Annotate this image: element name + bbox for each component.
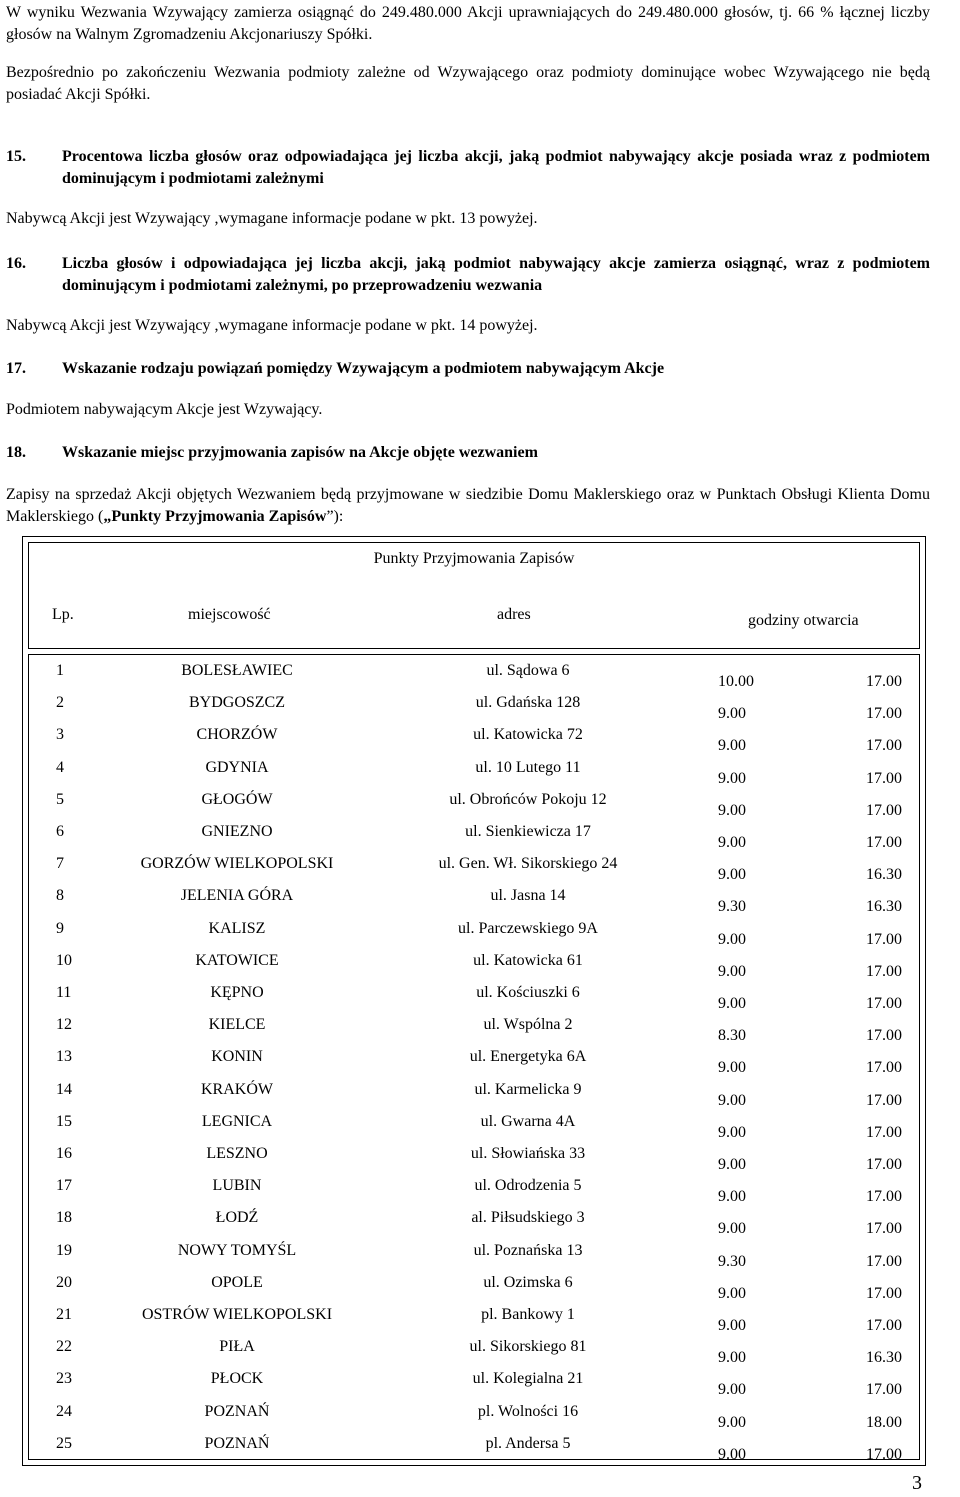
cell-city: JELENIA GÓRA [180,887,294,905]
cell-close-time: 17.00 [866,705,902,723]
cell-close-time: 17.00 [866,930,902,948]
cell-city: PŁOCK [210,1370,264,1388]
cell-lp: 12 [56,1016,72,1034]
cell-open-time: 9.00 [718,930,746,948]
section-16-title: Liczba głosów i odpowiadająca jej liczba akcji, jaką podmiot nabywający akcje zamierza osiągnąć, wraz z podmiotem dominującym i podmiotami zależnymi, po przeprowadzeniu wezwania [62,255,930,294]
section-15-title: Procentowa liczba głosów oraz odpowiadająca jej liczba akcji, jaką podmiot nabywający akcje posiada wraz z podmiotem dominującym i podmiotami zależnymi [62,148,930,187]
section-18-number: 18. [6,444,26,461]
section-15-body: Nabywcą Akcji jest Wzywający ,wymagane informacje podane w pkt. 13 powyżej. [6,210,538,227]
cell-open-time: 9.00 [718,1381,746,1399]
cell-address: ul. Słowiańska 33 [470,1145,586,1162]
cell-address: ul. Jasna 14 [490,887,566,905]
column-header-lp: Lp. [52,606,74,623]
cell-city: PIŁA [219,1338,255,1356]
cell-close-time: 17.00 [866,1220,902,1238]
cell-lp: 4 [56,758,64,776]
cell-city: OPOLE [211,1273,263,1291]
cell-city: POZNAŃ [204,1434,270,1452]
column-header-address: adres [497,606,531,623]
cell-lp: 19 [56,1241,72,1259]
cell-address: ul. Katowicka 72 [473,726,583,744]
section-18-body [6,484,930,528]
cell-address: ul. Energetyka 6A [469,1048,587,1066]
cell-address: ul. Sądowa 6 [486,662,570,679]
cell-city: KIELCE [208,1016,266,1034]
cell-city: KALISZ [208,919,266,937]
cell-lp: 11 [56,984,72,1001]
section-18-body-end: ”): [326,508,344,525]
cell-open-time: 9.00 [718,705,746,723]
cell-address: ul. Gen. Wł. Sikorskiego 24 [438,855,618,873]
cell-open-time: 9.00 [718,1091,746,1109]
cell-city: KĘPNO [210,984,264,1001]
cell-address: ul. Odrodzenia 5 [474,1177,582,1195]
cell-city: CHORZÓW [196,726,278,744]
cell-city: KONIN [211,1048,263,1066]
cell-address: ul. Gdańska 128 [475,694,581,712]
section-16-number: 16. [6,255,26,272]
cell-open-time: 9.00 [718,995,746,1012]
cell-close-time: 17.00 [866,1188,902,1206]
cell-address: ul. Poznańska 13 [473,1241,583,1259]
cell-city: BOLESŁAWIEC [181,662,293,679]
section-17-body: Podmiotem nabywającym Akcje jest Wzywający. [6,401,323,418]
cell-close-time: 18.00 [866,1413,902,1431]
cell-open-time: 9.00 [718,1188,746,1206]
cell-open-time: 9.00 [718,1445,746,1463]
cell-address: ul. Wspólna 2 [483,1016,573,1034]
cell-city: NOWY TOMYŚL [177,1241,297,1259]
cell-city: GORZÓW WIELKOPOLSKI [140,855,334,873]
cell-lp: 20 [56,1273,72,1291]
cell-address: pl. Bankowy 1 [481,1306,575,1323]
cell-lp: 2 [56,694,64,712]
cell-close-time: 17.00 [866,1445,902,1463]
cell-city: OSTRÓW WIELKOPOLSKI [141,1306,333,1323]
cell-open-time: 9.00 [718,801,746,819]
cell-close-time: 17.00 [866,834,902,851]
cell-open-time: 10.00 [718,673,754,690]
cell-close-time: 17.00 [866,1317,902,1334]
cell-lp: 3 [56,726,64,744]
cell-close-time: 17.00 [866,1027,902,1045]
cell-open-time: 9.00 [718,1349,746,1367]
cell-open-time: 9.00 [718,1413,746,1431]
column-header-hours: godziny otwarcia [748,612,859,629]
cell-open-time: 9.00 [718,1059,746,1077]
cell-city: ŁODŹ [215,1209,259,1227]
section-17-heading [6,358,930,380]
section-16-body: Nabywcą Akcji jest Wzywający ,wymagane informacje podane w pkt. 14 powyżej. [6,317,538,334]
cell-close-time: 17.00 [866,769,902,787]
cell-address: ul. Obrońców Pokoju 12 [449,790,607,808]
cell-lp: 7 [56,855,64,873]
cell-close-time: 17.00 [866,1091,902,1109]
cell-open-time: 9.00 [718,1284,746,1302]
cell-city: BYDGOSZCZ [188,694,285,712]
cell-close-time: 17.00 [866,737,902,755]
cell-lp: 18 [56,1209,72,1227]
cell-lp: 21 [56,1306,72,1323]
cell-address: ul. Sienkiewicza 17 [465,823,591,840]
cell-address: ul. Katowicka 61 [473,951,583,969]
cell-city: LESZNO [206,1145,268,1162]
cell-open-time: 9.30 [718,898,746,916]
cell-open-time: 9.00 [718,834,746,851]
cell-city: GNIEZNO [201,823,273,840]
section-18-body-bold: „Punkty Przyjmowania Zapisów [103,508,327,525]
cell-address: ul. Parczewskiego 9A [458,919,598,937]
cell-lp: 17 [56,1177,72,1195]
cell-close-time: 16.30 [866,866,902,884]
page-number: 3 [912,1472,922,1494]
cell-address: ul. Sikorskiego 81 [469,1338,587,1356]
section-16-heading [6,253,930,297]
cell-city: LEGNICA [201,1112,273,1130]
cell-lp: 8 [56,887,64,905]
cell-lp: 9 [56,919,64,937]
cell-lp: 23 [56,1370,72,1388]
cell-lp: 13 [56,1048,72,1066]
cell-open-time: 9.00 [718,1220,746,1238]
cell-open-time: 9.00 [718,737,746,755]
cell-lp: 16 [56,1145,72,1162]
cell-city: GDYNIA [205,758,269,776]
cell-city: GŁOGÓW [201,790,273,808]
cell-close-time: 17.00 [866,1156,902,1173]
cell-close-time: 16.30 [866,1349,902,1367]
section-17-number: 17. [6,360,26,377]
cell-address: ul. Karmelicka 9 [474,1080,582,1098]
cell-close-time: 17.00 [866,673,902,690]
cell-open-time: 9.00 [718,1317,746,1334]
section-18-title: Wskazanie miejsc przyjmowania zapisów na Akcje objęte wezwaniem [62,444,538,461]
cell-lp: 24 [56,1402,72,1420]
cell-address: ul. 10 Lutego 11 [475,758,581,776]
cell-city: POZNAŃ [204,1402,270,1420]
cell-city: LUBIN [212,1177,262,1195]
cell-close-time: 17.00 [866,1381,902,1399]
cell-open-time: 9.00 [718,1123,746,1141]
cell-open-time: 9.00 [718,1156,746,1173]
cell-lp: 14 [56,1080,72,1098]
cell-address: ul. Ozimska 6 [483,1273,573,1291]
cell-lp: 10 [56,951,72,969]
cell-open-time: 8.30 [718,1027,746,1045]
section-15-heading [6,146,930,190]
section-17-title: Wskazanie rodzaju powiązań pomiędzy Wzywającym a podmiotem nabywającym Akcje [62,360,665,377]
cell-close-time: 17.00 [866,962,902,980]
cell-close-time: 17.00 [866,801,902,819]
cell-open-time: 9.00 [718,962,746,980]
cell-address: ul. Kościuszki 6 [476,984,580,1001]
cell-open-time: 9.00 [718,866,746,884]
cell-lp: 5 [56,790,64,808]
section-18-body-text: Zapisy na sprzedaż Akcji objętych Wezwaniem będą przyjmowane w siedzibie Domu Maklerskiego oraz w Punktach Obsługi Klienta Domu Maklerskiego ( [6,486,930,525]
column-header-city: miejscowość [188,606,271,623]
cell-address: al. Piłsudskiego 3 [471,1209,585,1227]
cell-address: ul. Gwarna 4A [480,1112,576,1130]
cell-close-time: 16.30 [866,898,902,916]
section-18-heading [6,442,930,464]
cell-city: KRAKÓW [201,1080,273,1098]
section-15-number: 15. [6,148,26,165]
cell-address: ul. Kolegialna 21 [472,1370,584,1388]
cell-lp: 22 [56,1338,72,1356]
cell-close-time: 17.00 [866,1252,902,1270]
cell-open-time: 9.00 [718,769,746,787]
paragraph-intro: W wyniku Wezwania Wzywający zamierza osiągnąć do 249.480.000 Akcji uprawniających do 249.480.000 głosów, tj. 66 % łącznej liczby głosów na Walnym Zgromadzeniu Akcjonariuszy Spółki. [6,4,930,43]
cell-lp: 1 [56,662,64,679]
cell-close-time: 17.00 [866,995,902,1012]
cell-lp: 25 [56,1434,72,1452]
cell-lp: 6 [56,823,64,840]
cell-close-time: 17.00 [866,1123,902,1141]
cell-address: pl. Andersa 5 [485,1434,571,1452]
cell-open-time: 9.30 [718,1252,746,1270]
cell-address: pl. Wolności 16 [477,1402,579,1420]
cell-close-time: 17.00 [866,1059,902,1077]
cell-lp: 15 [56,1112,72,1130]
cell-city: KATOWICE [195,951,279,969]
table-title: Punkty Przyjmowania Zapisów [373,550,575,567]
paragraph-subsidiaries: Bezpośrednio po zakończeniu Wezwania podmioty zależne od Wzywającego oraz podmioty dominujące wobec Wzywającego nie będą posiadać Akcji Spółki. [6,64,930,103]
cell-close-time: 17.00 [866,1284,902,1302]
